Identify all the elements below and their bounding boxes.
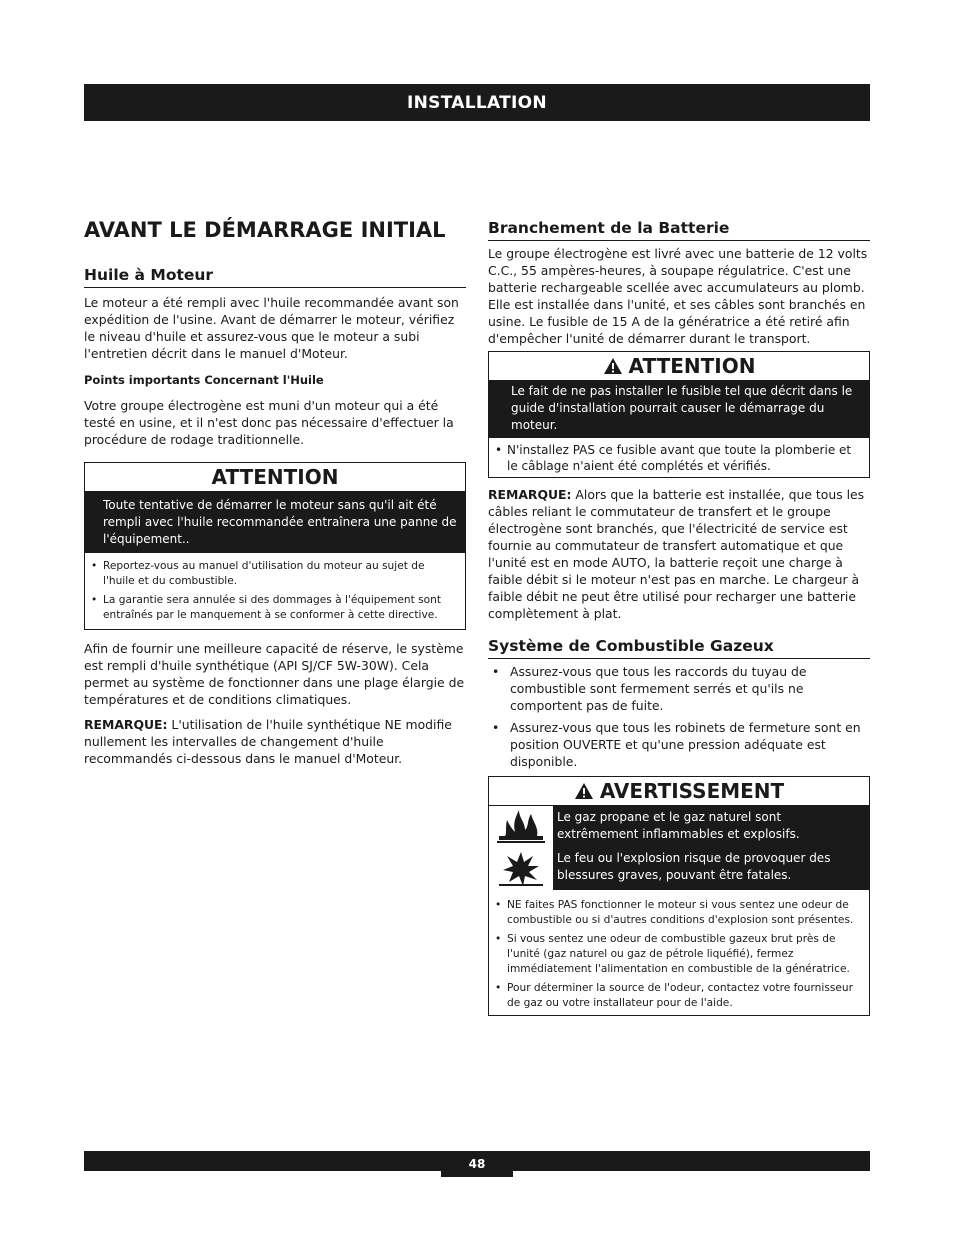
list-item: • Assurez-vous que tous les robinets de fermeture sont en position OUVERTE et qu'une pression adéquate est disponible.	[488, 719, 868, 770]
list-item: • N'installez PAS ce fusible avant que toute la plomberie et le câblage n'aient été complétés et vérifiés.	[491, 442, 863, 474]
remark-paragraph	[488, 486, 870, 622]
remark-paragraph	[84, 716, 466, 767]
section-title: INSTALLATION	[407, 92, 547, 113]
list-item: • Reportez-vous au manuel d'utilisation du moteur au sujet de l'huile et du combustible.	[87, 559, 459, 589]
list-item: • Assurez-vous que tous les raccords du tuyau de combustible sont fermement serrés et qu'ils ne comportent pas de fuite.	[488, 663, 868, 714]
battery-heading: Branchement de la Batterie	[488, 218, 870, 241]
list-item: • Si vous sentez une odeur de combustible gazeux brut près de l'unité (gaz naturel ou gaz de pétrole liquéfié), fermez immédiatement l'alimentation en combustible de la génératrice.	[491, 932, 863, 977]
points-paragraph: Votre groupe électrogène est muni d'un moteur qui a été testé en usine, et il n'est donc pas nécessaire d'effectuer la procédure de rodage traditionnelle.	[84, 398, 454, 447]
fuel-heading: Système de Combustible Gazeux	[488, 636, 870, 659]
warning-fire-text: Le gaz propane et le gaz naturel sont extrêmement inflammables et explosifs.	[553, 806, 869, 846]
page-number: 48	[441, 1151, 513, 1177]
remark-text: L'utilisation de l'huile synthétique NE modifie nullement les intervalles de changement d'huile recommandés ci-dessous dans le manuel d'Moteur.	[84, 717, 452, 766]
page-title: AVANT LE DÉMARRAGE INITIAL	[84, 218, 446, 242]
attention-title: ATTENTION	[211, 465, 339, 489]
warning-box	[488, 776, 870, 1016]
left-column	[84, 215, 466, 767]
oil-paragraph: Le moteur a été rempli avec l'huile recommandée avant son expédition de l'usine. Avant de démarrer le moteur, vérifiez le niveau d'huile et assurez-vous que le moteur a subi l'entretien décrit dans le manuel d'Moteur.	[84, 295, 459, 361]
remark-label: REMARQUE:	[488, 487, 572, 502]
list-item: • Pour déterminer la source de l'odeur, contactez votre fournisseur de gaz ou votre installateur pour de l'aide.	[491, 981, 863, 1011]
warning-explosion-text: Le feu ou l'explosion risque de provoquer des blessures graves, pouvant être fatales.	[553, 846, 869, 890]
remark-label: REMARQUE:	[84, 717, 168, 732]
list-item: • NE faites PAS fonctionner le moteur si vous sentez une odeur de combustible ou si d'autres conditions d'explosion sont présentes.	[491, 898, 863, 928]
attention-bullet-list	[489, 438, 869, 477]
attention-bullet-list	[85, 553, 465, 629]
hazard-fire-row	[489, 806, 869, 846]
fire-icon	[489, 806, 553, 846]
warning-title: AVERTISSEMENT	[489, 777, 869, 806]
fuel-bullet-list	[488, 663, 870, 770]
attention-box-oil	[84, 462, 466, 630]
section-header	[84, 84, 870, 121]
warning-bullet-list	[489, 890, 869, 1011]
list-item: • La garantie sera annulée si des dommages à l'équipement sont entraînés par le manquement à se conformer à cette directive.	[87, 593, 459, 623]
hazard-explosion-row	[489, 846, 869, 890]
attention-title: ATTENTION	[489, 352, 869, 380]
explosion-icon	[489, 846, 553, 890]
points-heading: Points importants Concernant l'Huile	[84, 373, 324, 387]
attention-message: Toute tentative de démarrer le moteur sans qu'il ait été rempli avec l'huile recommandée entraînera une panne de l'équipement..	[85, 491, 465, 553]
synthetic-oil-paragraph: Afin de fournir une meilleure capacité de réserve, le système est rempli d'huile synthétique (API SJ/CF 5W-30W). Cela permet au système de fonctionner dans une plage élargie de températures et de conditions climatiques.	[84, 641, 465, 707]
warning-triangle-icon	[574, 782, 594, 800]
attention-message: Le fait de ne pas installer le fusible tel que décrit dans le guide d'installation pourrait causer le démarrage du moteur.	[489, 380, 869, 438]
attention-box-battery	[488, 351, 870, 478]
warning-triangle-icon	[603, 357, 623, 375]
remark-text: Alors que la batterie est installée, que tous les câbles reliant le commutateur de transfert et le groupe électrogène sont branchés, que l'électricité de service est fournie au commutateur de transfert automatique et que l'unité est en mode AUTO, la batterie reçoit une charge à faible débit si le moteur n'est pas en marche. Le chargeur à faible débit ne peut être utilisé pour recharger une batterie complètement à plat.	[488, 487, 865, 621]
oil-heading: Huile à Moteur	[84, 265, 466, 288]
right-column	[488, 218, 870, 1016]
battery-paragraph: Le groupe électrogène est livré avec une batterie de 12 volts C.C., 55 ampères-heures, à soupape régulatrice. C'est une batterie rechargeable scellée avec accumulateurs au plomb. Elle est installée dans l'unité, et ses câbles sont branchés en usine. Le fusible de 15 A de la génératrice a été retiré afin d'empêcher l'unité de démarrer durant le transport.	[488, 246, 868, 346]
